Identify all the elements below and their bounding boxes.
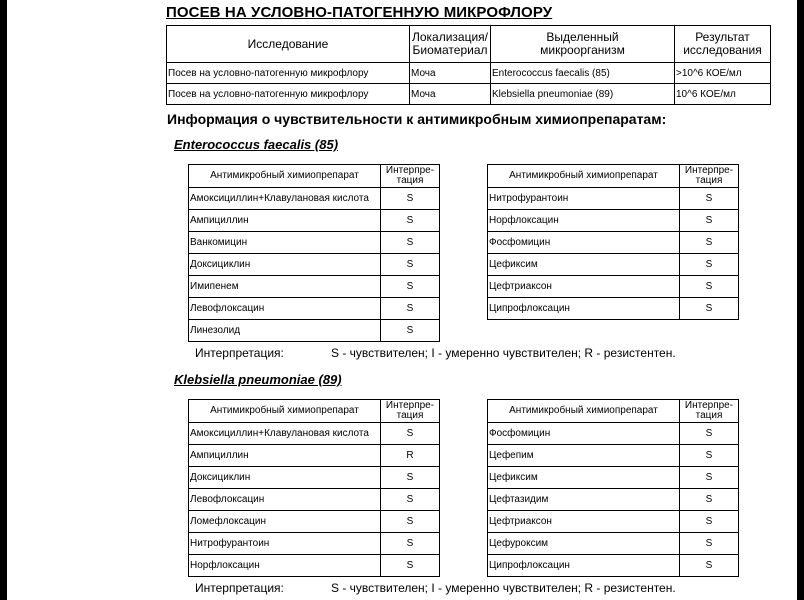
- sensitivity-table-right: [487, 164, 739, 320]
- table-row: [167, 63, 771, 84]
- interpretation-value: S: [381, 320, 440, 342]
- cell-study: Посев на условно-патогенную микрофлору: [167, 84, 410, 105]
- header-interpretation: [381, 165, 440, 188]
- interpretation-value: S: [680, 298, 739, 320]
- sensitivity-table-header: [488, 165, 739, 188]
- drug-name: Ципрофлоксацин: [488, 298, 680, 320]
- interpretation-value: S: [680, 467, 739, 489]
- interpretation-legend: [195, 581, 676, 595]
- table-row: [488, 232, 739, 254]
- cell-organism: Klebsiella pneumoniae (89): [491, 84, 675, 105]
- table-row: [488, 188, 739, 210]
- sensitivity-table-left: [188, 164, 440, 342]
- interpretation-value: S: [680, 555, 739, 577]
- organism-heading: Enterococcus faecalis (85): [174, 137, 339, 152]
- table-row: [488, 298, 739, 320]
- drug-name: Цефтазидим: [488, 489, 680, 511]
- table-row: [189, 467, 440, 489]
- legend-label: Интерпретация:: [195, 346, 284, 360]
- table-row: [488, 467, 739, 489]
- header-result-line1: Результат: [695, 30, 750, 44]
- interpretation-value: S: [381, 232, 440, 254]
- sensitivity-table-right: [487, 399, 739, 577]
- header-interp-line1: Интерпре-: [385, 165, 435, 176]
- page-title: ПОСЕВ НА УСЛОВНО-ПАТОГЕННУЮ МИКРОФЛОРУ: [166, 4, 553, 21]
- table-row: [488, 533, 739, 555]
- header-drug: Антимикробный химиопрепарат: [189, 400, 381, 423]
- interpretation-value: S: [680, 533, 739, 555]
- interpretation-value: S: [680, 445, 739, 467]
- header-location-line1: Локализация/: [411, 30, 489, 44]
- cell-location: Моча: [410, 63, 491, 84]
- table-row: [189, 423, 440, 445]
- drug-name: Левофлоксацин: [189, 489, 381, 511]
- interpretation-value: S: [381, 533, 440, 555]
- drug-name: Цефтриаксон: [488, 511, 680, 533]
- sensitivity-table-left: [188, 399, 440, 577]
- study-table: [166, 25, 771, 105]
- table-row: [189, 254, 440, 276]
- table-row: [167, 84, 771, 105]
- sensitivity-table-header: [189, 400, 440, 423]
- table-row: [189, 555, 440, 577]
- sensitivity-heading: Информация о чувствительности к антимикробным химиопрепаратам:: [167, 111, 667, 127]
- drug-name: Фосфомицин: [488, 423, 680, 445]
- interpretation-value: S: [381, 423, 440, 445]
- cell-location: Моча: [410, 84, 491, 105]
- interpretation-value: S: [381, 210, 440, 232]
- interpretation-value: S: [381, 254, 440, 276]
- interpretation-value: S: [680, 423, 739, 445]
- interpretation-value: S: [381, 555, 440, 577]
- drug-name: Ломефлоксацин: [189, 511, 381, 533]
- interpretation-value: S: [680, 489, 739, 511]
- drug-name: Левофлоксацин: [189, 298, 381, 320]
- table-row: [189, 511, 440, 533]
- interpretation-value: S: [381, 489, 440, 511]
- interpretation-value: S: [381, 188, 440, 210]
- table-row: [189, 232, 440, 254]
- table-row: [189, 210, 440, 232]
- interpretation-value: S: [680, 511, 739, 533]
- table-row: [189, 298, 440, 320]
- interpretation-value: S: [381, 467, 440, 489]
- header-interpretation: [381, 400, 440, 423]
- interpretation-value: S: [381, 298, 440, 320]
- header-drug: Антимикробный химиопрепарат: [488, 165, 680, 188]
- table-row: [189, 445, 440, 467]
- drug-name: Норфлоксацин: [488, 210, 680, 232]
- table-row: [488, 445, 739, 467]
- header-interp-line2: тация: [695, 410, 723, 421]
- drug-name: Цефиксим: [488, 467, 680, 489]
- study-table-header: [167, 26, 771, 63]
- drug-name: Ампициллин: [189, 210, 381, 232]
- interpretation-value: S: [680, 254, 739, 276]
- header-location-line2: Биоматериал: [412, 43, 488, 57]
- legend-text: S - чувствителен; I - умеренно чувствителен; R - резистентен.: [331, 346, 676, 360]
- drug-name: Амоксициллин+Клавулановая кислота: [189, 188, 381, 210]
- table-row: [189, 188, 440, 210]
- table-row: [488, 511, 739, 533]
- cell-study: Посев на условно-патогенную микрофлору: [167, 63, 410, 84]
- header-location: [410, 26, 491, 63]
- interpretation-legend: [195, 346, 676, 360]
- header-organism-line1: Выделенный: [546, 30, 619, 44]
- sensitivity-table-header: [189, 165, 440, 188]
- drug-name: Цефтриаксон: [488, 276, 680, 298]
- table-row: [488, 254, 739, 276]
- drug-name: Нитрофурантоин: [189, 533, 381, 555]
- header-interp-line2: тация: [396, 175, 424, 186]
- organism-heading: Klebsiella pneumoniae (89): [174, 372, 342, 387]
- table-row: [189, 276, 440, 298]
- cell-result: 10^6 КОЕ/мл: [675, 84, 771, 105]
- header-organism: [491, 26, 675, 63]
- table-row: [488, 276, 739, 298]
- table-row: [189, 533, 440, 555]
- interpretation-value: R: [381, 445, 440, 467]
- header-organism-line2: микроорганизм: [540, 43, 625, 57]
- drug-name: Цефуроксим: [488, 533, 680, 555]
- interpretation-value: S: [680, 232, 739, 254]
- drug-name: Ципрофлоксацин: [488, 555, 680, 577]
- cell-result: >10^6 КОЕ/мл: [675, 63, 771, 84]
- header-drug: Антимикробный химиопрепарат: [488, 400, 680, 423]
- sensitivity-table-header: [488, 400, 739, 423]
- header-interp-line1: Интерпре-: [684, 165, 734, 176]
- header-result-line2: исследования: [683, 43, 762, 57]
- table-row: [189, 489, 440, 511]
- header-interp-line1: Интерпре-: [385, 400, 435, 411]
- interpretation-value: S: [381, 276, 440, 298]
- interpretation-value: S: [381, 511, 440, 533]
- header-interpretation: [680, 165, 739, 188]
- drug-name: Нитрофурантоин: [488, 188, 680, 210]
- drug-name: Фосфомицин: [488, 232, 680, 254]
- table-row: [488, 489, 739, 511]
- header-drug: Антимикробный химиопрепарат: [189, 165, 381, 188]
- cell-organism: Enterococcus faecalis (85): [491, 63, 675, 84]
- drug-name: Доксициклин: [189, 467, 381, 489]
- drug-name: Линезолид: [189, 320, 381, 342]
- drug-name: Амоксициллин+Клавулановая кислота: [189, 423, 381, 445]
- drug-name: Норфлоксацин: [189, 555, 381, 577]
- header-interp-line2: тация: [695, 175, 723, 186]
- legend-text: S - чувствителен; I - умеренно чувствителен; R - резистентен.: [331, 581, 676, 595]
- table-row: [488, 423, 739, 445]
- drug-name: Ванкомицин: [189, 232, 381, 254]
- header-study: Исследование: [167, 26, 410, 63]
- drug-name: Ампициллин: [189, 445, 381, 467]
- table-row: [488, 210, 739, 232]
- drug-name: Имипенем: [189, 276, 381, 298]
- header-interp-line1: Интерпре-: [684, 400, 734, 411]
- table-row: [488, 555, 739, 577]
- drug-name: Цефиксим: [488, 254, 680, 276]
- interpretation-value: S: [680, 210, 739, 232]
- interpretation-value: S: [680, 188, 739, 210]
- header-result: [675, 26, 771, 63]
- table-row: [189, 320, 440, 342]
- document-page: [7, 0, 797, 600]
- drug-name: Цефепим: [488, 445, 680, 467]
- interpretation-value: S: [680, 276, 739, 298]
- header-interpretation: [680, 400, 739, 423]
- header-interp-line2: тация: [396, 410, 424, 421]
- drug-name: Доксициклин: [189, 254, 381, 276]
- legend-label: Интерпретация:: [195, 581, 284, 595]
